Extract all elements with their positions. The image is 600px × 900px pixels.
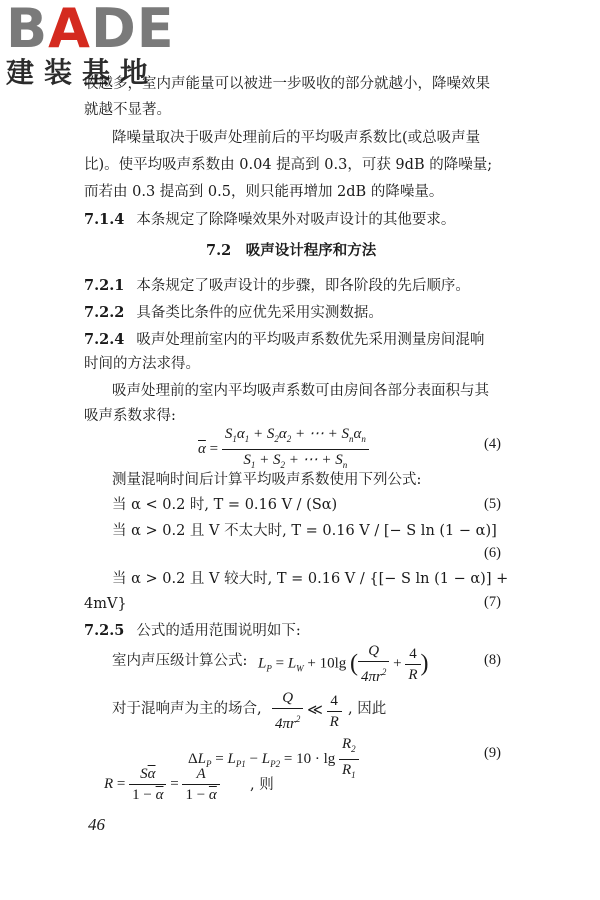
equation-9: $\Delta L_P = L_{P1} - L_{P2} = 10 \cdot \lg$ $\frac{R_2}{R_1}$ xyxy=(188,734,359,785)
equation-number: (9) xyxy=(484,745,501,761)
logo-subtitle: 建装基地 xyxy=(6,56,159,89)
text-line: 比)。使平均吸声系数由 0.04 提高到 0.3，可获 9dB 的降噪量; xyxy=(84,157,493,173)
text-line: 收越多，室内声能量可以被进一步吸收的部分就越小，降噪效果 xyxy=(84,76,490,92)
clause-7-2-1: 7.2.1 本条规定了吸声设计的步骤，即各阶段的先后顺序。 xyxy=(84,277,470,294)
text-line: 吸声系数求得: xyxy=(84,408,176,424)
text-line: 测量混响时间后计算平均吸声系数使用下列公式: xyxy=(112,472,422,488)
text-line: 降噪量取决于吸声处理前后的平均吸声系数比(或总吸声量 xyxy=(112,130,481,146)
clause-7-2-4: 7.2.4 吸声处理前室内的平均吸声系数优先采用测量房间混响 xyxy=(84,331,485,348)
condition-1: 当 α < 0.2 时, T = 0.16 V / (Sα) xyxy=(112,497,338,513)
equation-4: $\overline{\alpha}$ = $\frac{S_1\alpha_1 + S_2\alpha_2 + \cdots + S_n\alpha_n}{S_1 + S_2 + \cdots + S_n}$ xyxy=(198,424,369,475)
condition-3-cont: 4mV} xyxy=(84,596,127,612)
text-line: 时间的方法求得。 xyxy=(84,356,200,372)
text-line: 室内声压级计算公式: xyxy=(112,653,248,669)
clause-7-1-4: 7.1.4 本条规定了除降噪效果外对吸声设计的其他要求。 xyxy=(84,211,456,228)
section-heading: 7.2 吸声设计程序和方法 xyxy=(206,242,377,259)
equation-number: (6) xyxy=(484,545,501,561)
clause-7-2-2: 7.2.2 具备类比条件的应优先采用实测数据。 xyxy=(84,304,383,321)
equation-r: R = $\frac{S\overline{\alpha}}{1 - \overline{\alpha}}$ = $\frac{A}{1 - \overline{\alpha}}$ xyxy=(104,764,220,805)
condition-2: 当 α > 0.2 且 V 不太大时, T = 0.16 V / [− S ln (1 − α)] xyxy=(112,523,497,539)
page-number: 46 xyxy=(88,815,105,834)
text-line: 而若由 0.3 提高到 0.5，则只能再增加 2dB 的降噪量。 xyxy=(84,184,444,200)
equation-8: $L_P = L_W + 10\lg$ ( $\frac{Q}{4\pi r^2}$ + $\frac{4}{R}$ ) xyxy=(258,643,429,685)
condition-3: 当 α > 0.2 且 V 较大时, T = 0.16 V / {[− S ln (1 − α)] + xyxy=(112,571,509,587)
equation-number: (4) xyxy=(484,436,501,452)
text-line: 对于混响声为主的场合, xyxy=(112,701,262,717)
equation-number: (7) xyxy=(484,594,501,610)
equation-number: (8) xyxy=(484,652,501,668)
text-line: , 则 xyxy=(250,777,274,793)
text-line: 就越不显著。 xyxy=(84,102,171,118)
logo-wordmark: BADE xyxy=(6,0,175,60)
clause-7-2-5: 7.2.5 公式的适用范围说明如下: xyxy=(84,622,301,639)
text-line: 吸声处理前的室内平均吸声系数可由房间各部分表面积与其 xyxy=(112,383,489,399)
equation-number: (5) xyxy=(484,496,501,512)
text-line: , 因此 xyxy=(348,701,387,717)
condition-fraction: $\frac{Q}{4\pi r^2}$ ≪ $\frac{4}{R}$ xyxy=(272,688,342,734)
